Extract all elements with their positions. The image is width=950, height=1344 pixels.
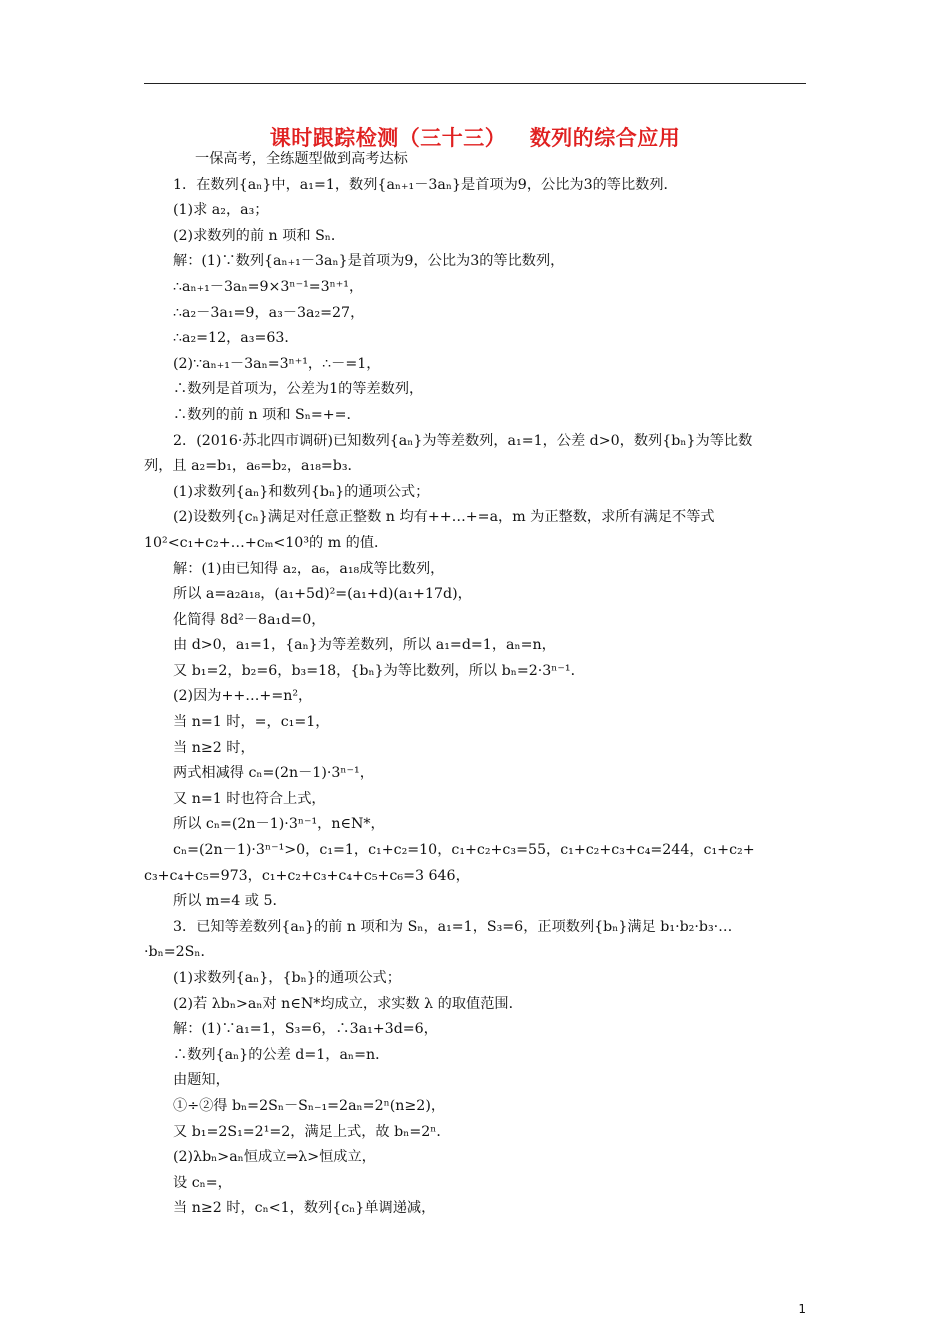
text-line: 1．在数列{aₙ}中，a₁=1，数列{aₙ₊₁－3aₙ}是首项为9，公比为3的等比数列．: [173, 176, 678, 193]
text-line: (2)∵aₙ₊₁－3aₙ=3ⁿ⁺¹，∴－=1，: [173, 355, 381, 372]
text-line: 由 d>0，a₁=1，{aₙ}为等差数列，所以 a₁=d=1，aₙ=n，: [173, 637, 556, 654]
subtitle: 一保高考，全练题型做到高考达标: [195, 151, 408, 167]
text-line: ∴数列的前 n 项和 Sₙ=+=．: [173, 406, 361, 423]
text-line: ∴aₙ₊₁－3aₙ=9×3ⁿ⁻¹=3ⁿ⁺¹，: [173, 278, 364, 295]
text-line: (1)求 a₂，a₃；: [173, 202, 269, 219]
text-line: 当 n≥2 时，: [173, 739, 255, 756]
text-line: 由题知，: [173, 1072, 230, 1089]
text-line: 解：(1)∵数列{aₙ₊₁－3aₙ}是首项为9，公比为3的等比数列，: [173, 253, 565, 270]
text-line: 所以 a=a₂a₁₈，(a₁+5d)²=(a₁+d)(a₁+17d)，: [173, 586, 472, 603]
text-line: ∴数列是首项为，公差为1的等差数列，: [173, 381, 424, 398]
text-line: (2)因为++…+=n²，: [173, 688, 313, 705]
text-line: 解：(1)∵a₁=1，S₃=6，∴3a₁+3d=6，: [173, 1021, 438, 1038]
text-line: 设 cₙ=，: [173, 1174, 232, 1191]
text-line: ∴a₂=12，a₃=63．: [173, 330, 299, 347]
text-line: cₙ=(2n－1)·3ⁿ⁻¹>0，c₁=1，c₁+c₂=10，c₁+c₂+c₃=55，c₁+c₂+c₃+c₄=244，c₁+c₂+: [173, 842, 755, 859]
text-line: (1)求数列{aₙ}，{bₙ}的通项公式；: [173, 970, 401, 986]
text-line: (2)求数列的前 n 项和 Sₙ．: [173, 227, 346, 244]
text-line: 列，且 a₂=b₁，a₆=b₂，a₁₈=b₃．: [144, 458, 362, 475]
text-line: 当 n=1 时，=，c₁=1，: [173, 714, 330, 731]
text-line: 两式相减得 cₙ=(2n－1)·3ⁿ⁻¹，: [173, 765, 374, 782]
text-line: 又 n=1 时也符合上式，: [173, 790, 326, 807]
text-line: c₃+c₄+c₅=973，c₁+c₂+c₃+c₄+c₅+c₆=3 646，: [144, 867, 470, 884]
document-body: [144, 147, 806, 1222]
page-number: 1: [798, 1302, 806, 1316]
text-line: 又 b₁=2，b₂=6，b₃=18，{bₙ}为等比数列，所以 bₙ=2·3ⁿ⁻¹．: [173, 662, 585, 679]
text-line: 化简得 8d²－8a₁d=0，: [173, 611, 326, 628]
text-line: (2)λbₙ>aₙ恒成立⇒λ>恒成立，: [173, 1149, 376, 1166]
header-rule: [144, 83, 806, 84]
text-line: (2)若 λbₙ>aₙ对 n∈N*均成立，求实数 λ 的取值范围．: [173, 995, 523, 1012]
text-line: 解：(1)由已知得 a₂，a₆，a₁₈成等比数列，: [173, 560, 445, 577]
text-line: 当 n≥2 时，cₙ<1，数列{cₙ}单调递减，: [173, 1200, 436, 1217]
text-line: 所以 cₙ=(2n－1)·3ⁿ⁻¹，n∈N*，: [173, 816, 385, 833]
text-line: ∴数列{aₙ}的公差 d=1，aₙ=n．: [173, 1046, 390, 1063]
text-line: 3．已知等差数列{aₙ}的前 n 项和为 Sₙ，a₁=1，S₃=6，正项数列{bₙ}满足 b₁·b₂·b₃·…: [173, 918, 733, 935]
text-line: 又 b₁=2S₁=2¹=2，满足上式，故 bₙ=2ⁿ．: [173, 1123, 451, 1140]
text-line: 10²<c₁+c₂+…+cₘ<10³的 m 的值．: [144, 534, 389, 551]
text-line: (1)求数列{aₙ}和数列{bₙ}的通项公式；: [173, 483, 430, 500]
text-line: (2)设数列{cₙ}满足对任意正整数 n 均有++…+=a，m 为正整数，求所有满足不等式: [173, 509, 715, 526]
text-line: ①÷②得 bₙ=2Sₙ－Sₙ₋₁=2aₙ=2ⁿ(n≥2)，: [173, 1097, 446, 1114]
text-line: ∴a₂－3a₁=9，a₃－3a₂=27，: [173, 304, 365, 321]
text-line: 所以 m=4 或 5．: [173, 893, 287, 910]
page-title: 课时跟踪检测（三十三） 数列的综合应用: [269, 126, 681, 150]
text-line: ·bₙ=2Sₙ．: [144, 944, 215, 961]
text-line: 2．(2016·苏北四市调研)已知数列{aₙ}为等差数列，a₁=1，公差 d>0，数列{bₙ}为等比数: [173, 432, 753, 449]
